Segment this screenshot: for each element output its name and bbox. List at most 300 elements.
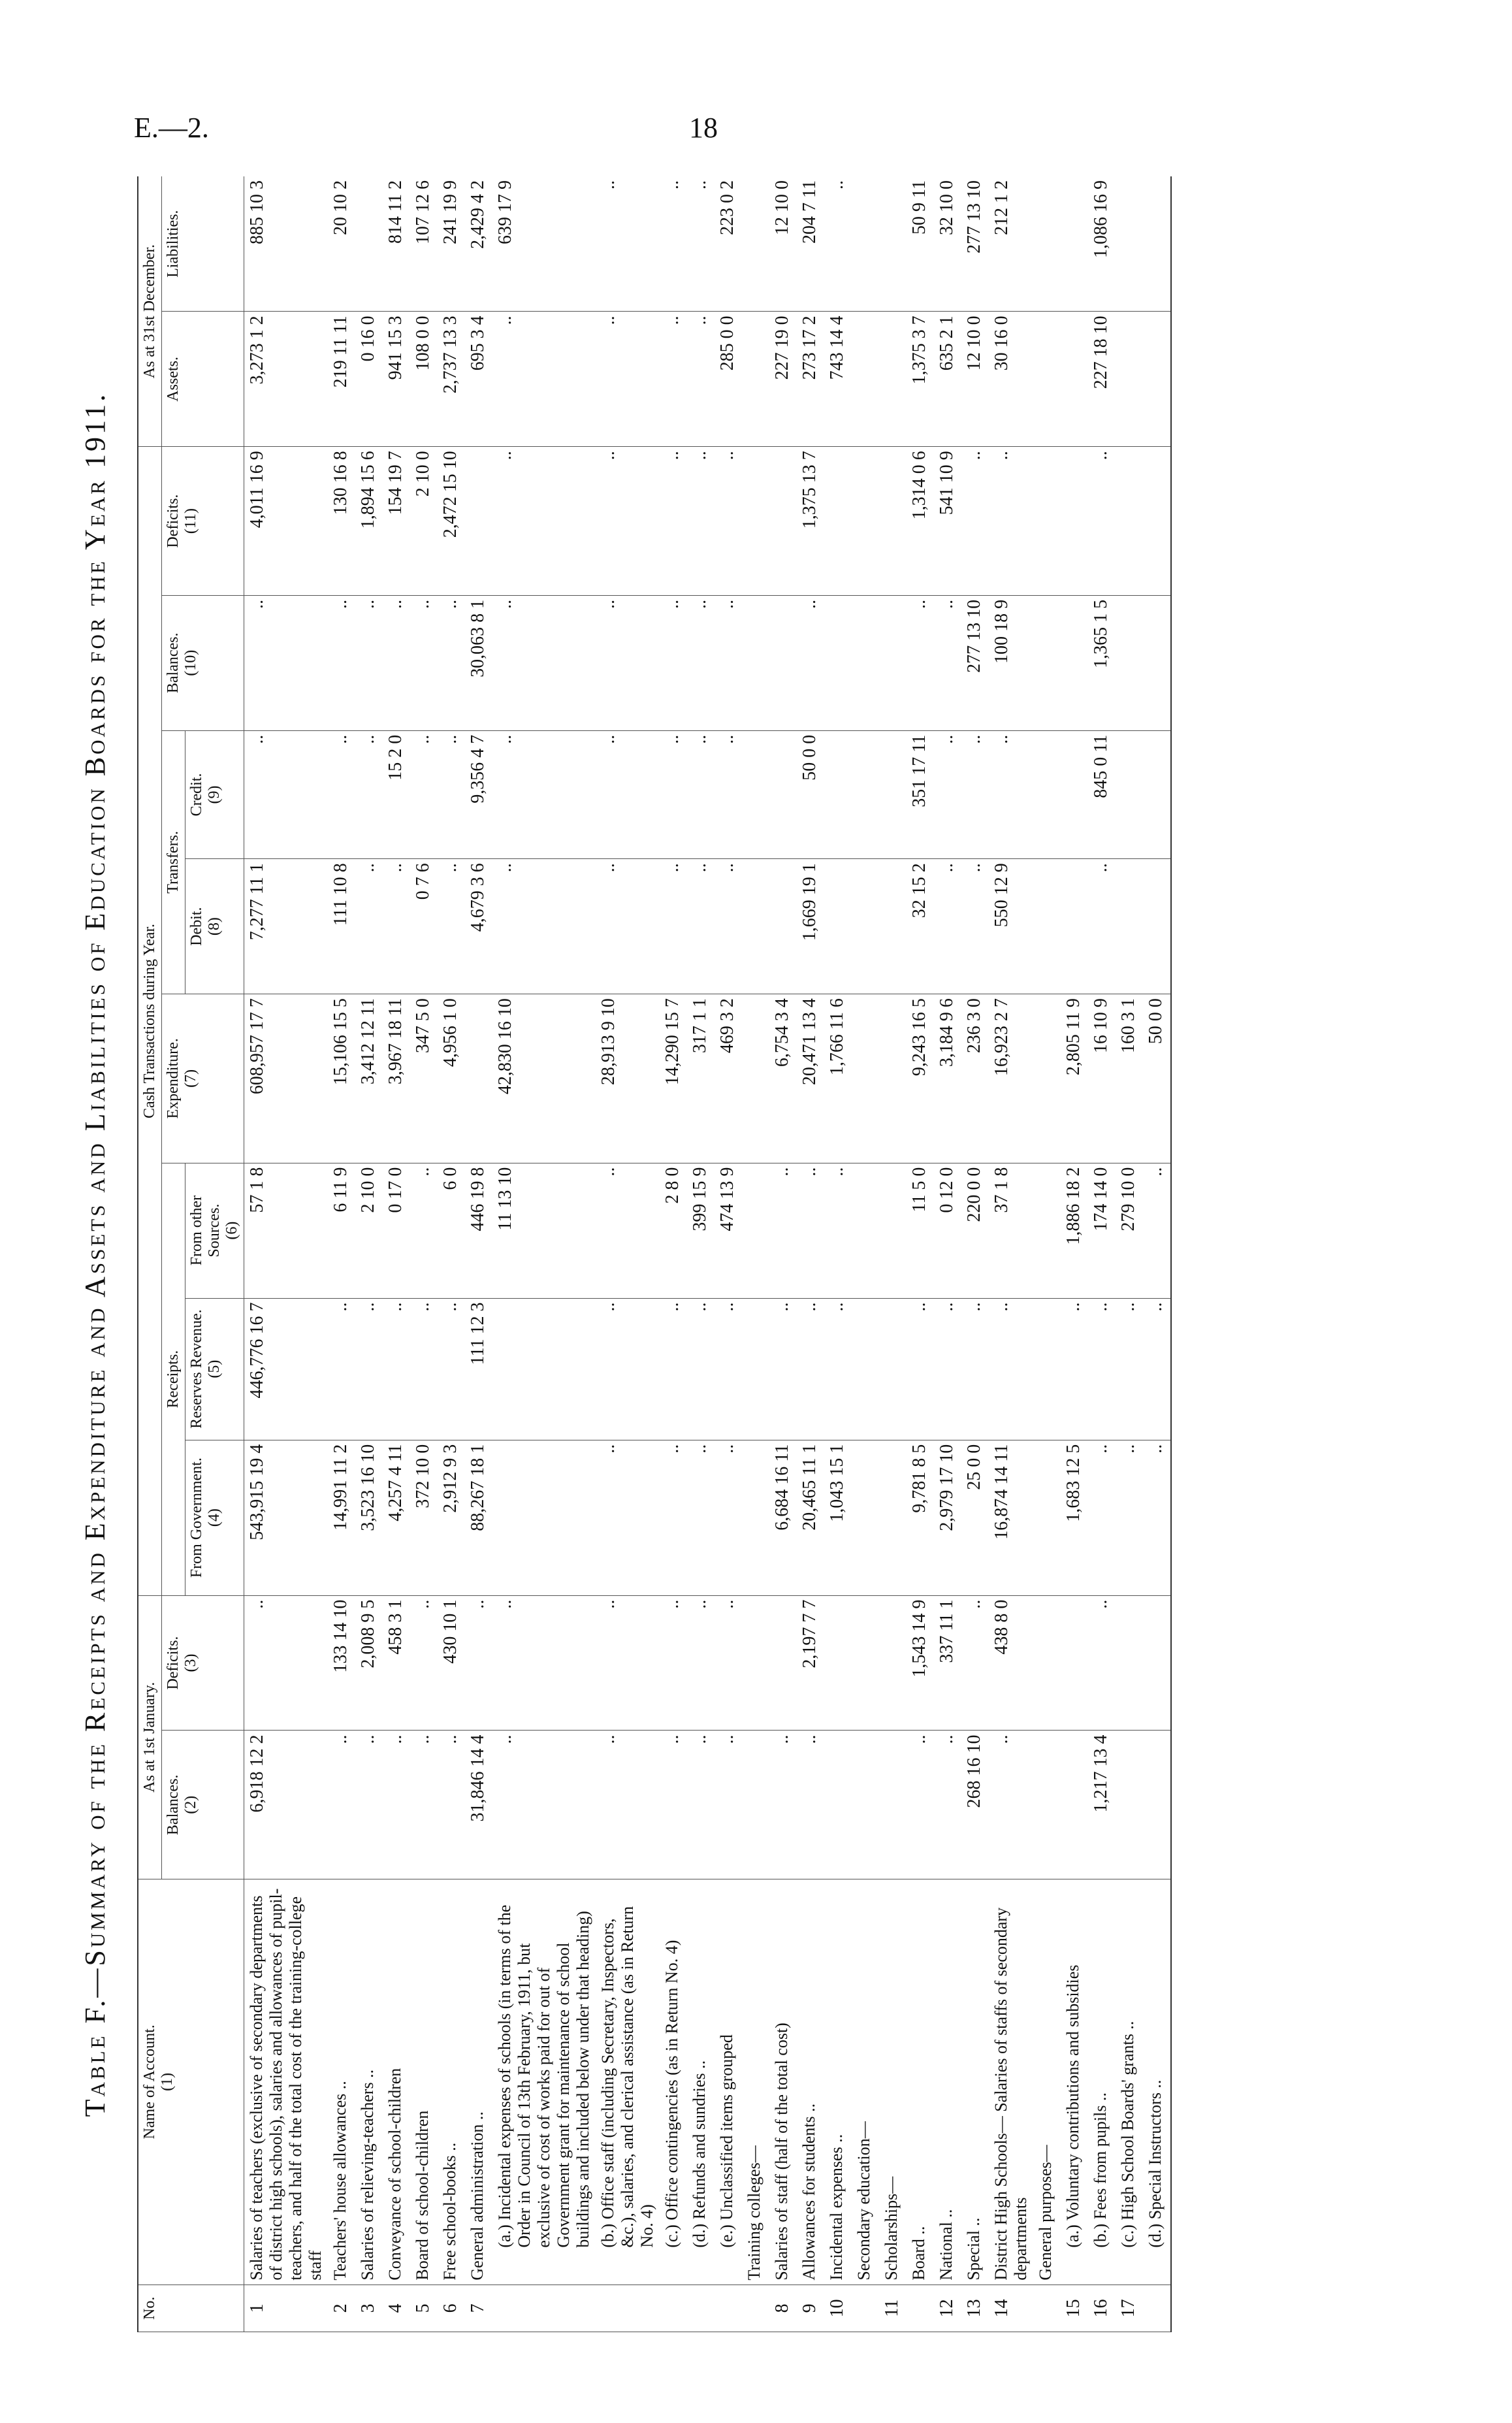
cell-def xyxy=(879,1595,907,1731)
row-number xyxy=(715,2285,742,2332)
cell-exp xyxy=(742,994,769,1163)
cell-res: .. xyxy=(961,1298,989,1440)
cell-exp: 236 3 0 xyxy=(961,994,989,1163)
cell-ast: 285 0 0 xyxy=(715,312,742,447)
cell-deb: .. xyxy=(438,859,465,994)
cell-res: .. xyxy=(989,1298,1033,1440)
cell-def2 xyxy=(1143,447,1171,596)
cell-bal2 xyxy=(1061,595,1088,730)
account-name: (a.) Incidental expenses of schools (in terms of the Order in Council of 13th February, 1911, but exclusive of cost of works paid for out of Government grant for maintenance of school buildings and included below under that heading) xyxy=(492,1879,596,2285)
cell-oth: 174 14 0 xyxy=(1088,1163,1116,1298)
group-cash: Cash Transactions during Year. xyxy=(138,447,162,1595)
cell-ast xyxy=(1061,312,1088,447)
cell-deb: .. xyxy=(687,859,715,994)
cell-deb: 4,679 3 6 xyxy=(465,859,492,994)
row-number xyxy=(852,2285,879,2332)
cell-lia: 241 19 9 xyxy=(438,176,465,312)
table-row xyxy=(1088,176,1116,2332)
cell-def xyxy=(1116,1595,1143,1731)
cell-def: .. xyxy=(687,1595,715,1731)
cell-exp: 6,754 3 4 xyxy=(769,994,797,1163)
table-row xyxy=(1033,176,1061,2332)
cell-gov: 88,267 18 1 xyxy=(465,1440,492,1595)
cell-cre: .. xyxy=(989,730,1033,859)
cell-oth: .. xyxy=(410,1163,438,1298)
col-balances: Balances. (2) xyxy=(162,1731,244,1879)
cell-cre: .. xyxy=(687,730,715,859)
cell-exp: 160 3 1 xyxy=(1116,994,1143,1163)
cell-res: .. xyxy=(769,1298,797,1440)
cell-cre xyxy=(879,730,907,859)
cell-lia xyxy=(1033,176,1061,312)
cell-deb xyxy=(1116,859,1143,994)
cell-cre xyxy=(742,730,769,859)
table-row xyxy=(492,176,596,2332)
cell-bal: .. xyxy=(907,1731,934,1879)
cell-deb xyxy=(879,859,907,994)
cell-bal xyxy=(1061,1731,1088,1879)
cell-bal2: .. xyxy=(355,595,383,730)
cell-deb: 7,277 11 1 xyxy=(244,859,329,994)
cell-res: .. xyxy=(596,1298,660,1440)
table-row xyxy=(989,176,1033,2332)
account-name: Special .. xyxy=(961,1879,989,2285)
cell-lia: 639 17 9 xyxy=(492,176,596,312)
cell-lia: .. xyxy=(824,176,852,312)
cell-def2: 541 10 9 xyxy=(934,447,961,596)
row-number xyxy=(1143,2285,1171,2332)
cell-lia xyxy=(1143,176,1171,312)
row-number: 11 xyxy=(879,2285,907,2332)
cell-oth xyxy=(852,1163,879,1298)
account-name: Free school-books .. xyxy=(438,1879,465,2285)
cell-gov: 3,523 16 10 xyxy=(355,1440,383,1595)
cell-bal: .. xyxy=(797,1731,824,1879)
cell-bal xyxy=(852,1731,879,1879)
cell-bal2 xyxy=(1143,595,1171,730)
table-row xyxy=(742,176,769,2332)
cell-def2 xyxy=(852,447,879,596)
cell-bal2: .. xyxy=(660,595,687,730)
col-expenditure: Expenditure. (7) xyxy=(162,994,244,1163)
cell-cre: .. xyxy=(961,730,989,859)
cell-def2: .. xyxy=(492,447,596,596)
cell-bal2 xyxy=(852,595,879,730)
cell-lia: 2,429 4 2 xyxy=(465,176,492,312)
cell-bal: 268 16 10 xyxy=(961,1731,989,1879)
cell-ast xyxy=(852,312,879,447)
cell-bal2 xyxy=(1116,595,1143,730)
account-name: National .. xyxy=(934,1879,961,2285)
account-name: Incidental expenses .. xyxy=(824,1879,852,2285)
cell-oth: 279 10 0 xyxy=(1116,1163,1143,1298)
cell-bal2: .. xyxy=(244,595,329,730)
cell-bal: .. xyxy=(355,1731,383,1879)
cell-def: .. xyxy=(244,1595,329,1731)
cell-gov: 2,979 17 10 xyxy=(934,1440,961,1595)
cell-gov: .. xyxy=(1143,1440,1171,1595)
cell-def2 xyxy=(879,447,907,596)
account-name: Allowances for students .. xyxy=(797,1879,824,2285)
table-row xyxy=(596,176,660,2332)
cell-def xyxy=(1143,1595,1171,1731)
cell-res xyxy=(742,1298,769,1440)
cell-ast: 219 11 11 xyxy=(328,312,355,447)
cell-res: .. xyxy=(1143,1298,1171,1440)
col-reserves: Reserves Revenue. (5) xyxy=(185,1298,244,1440)
cell-def: .. xyxy=(492,1595,596,1731)
row-number: 12 xyxy=(934,2285,961,2332)
cell-def2: .. xyxy=(660,447,687,596)
cell-deb: .. xyxy=(1088,859,1116,994)
cell-oth: .. xyxy=(769,1163,797,1298)
account-name: General administration .. xyxy=(465,1879,492,2285)
cell-bal: .. xyxy=(989,1731,1033,1879)
cell-bal xyxy=(879,1731,907,1879)
account-name: (d.) Special Instructors .. xyxy=(1143,1879,1171,2285)
cell-ast: 30 16 0 xyxy=(989,312,1033,447)
col-deficits: Deficits. (3) xyxy=(162,1595,244,1731)
row-number: 7 xyxy=(465,2285,492,2332)
row-number: 9 xyxy=(797,2285,824,2332)
cell-cre xyxy=(1061,730,1088,859)
cell-deb xyxy=(1033,859,1061,994)
cell-bal2 xyxy=(1033,595,1061,730)
cell-gov: 2,912 9 3 xyxy=(438,1440,465,1595)
row-number: 14 xyxy=(989,2285,1033,2332)
cell-cre: .. xyxy=(660,730,687,859)
cell-bal2: .. xyxy=(492,595,596,730)
cell-def2: 130 16 8 xyxy=(328,447,355,596)
cell-def2 xyxy=(769,447,797,596)
account-name: General purposes— xyxy=(1033,1879,1061,2285)
cell-bal: .. xyxy=(328,1731,355,1879)
cell-gov: 4,257 4 11 xyxy=(383,1440,410,1595)
cell-bal: .. xyxy=(492,1731,596,1879)
cell-bal2: .. xyxy=(715,595,742,730)
row-number: 5 xyxy=(410,2285,438,2332)
cell-def: 2,197 7 7 xyxy=(797,1595,824,1731)
cell-cre xyxy=(769,730,797,859)
account-name: Salaries of staff (half of the total cost) xyxy=(769,1879,797,2285)
cell-cre: .. xyxy=(410,730,438,859)
cell-lia: 50 9 11 xyxy=(907,176,934,312)
cell-def2 xyxy=(1033,447,1061,596)
row-number: 2 xyxy=(328,2285,355,2332)
cell-bal2 xyxy=(879,595,907,730)
cell-def2: .. xyxy=(989,447,1033,596)
cell-exp: 42,830 16 10 xyxy=(492,994,596,1163)
cell-bal: 6,918 12 2 xyxy=(244,1731,329,1879)
table-row xyxy=(769,176,797,2332)
cell-ast: 635 2 1 xyxy=(934,312,961,447)
cell-deb xyxy=(1061,859,1088,994)
cell-def2: 4,011 16 9 xyxy=(244,447,329,596)
page-number: 18 xyxy=(689,112,718,144)
row-number: 16 xyxy=(1088,2285,1116,2332)
cell-def: 337 11 1 xyxy=(934,1595,961,1731)
account-name: (c.) High School Boards' grants .. xyxy=(1116,1879,1143,2285)
group-dec: As at 31st December. xyxy=(138,176,162,447)
cell-res xyxy=(852,1298,879,1440)
cell-ast: .. xyxy=(660,312,687,447)
cell-oth xyxy=(1033,1163,1061,1298)
cell-cre: .. xyxy=(244,730,329,859)
account-name: Scholarships— xyxy=(879,1879,907,2285)
cell-cre: 351 17 11 xyxy=(907,730,934,859)
account-name: Teachers' house allowances .. xyxy=(328,1879,355,2285)
cell-gov xyxy=(742,1440,769,1595)
cell-lia: .. xyxy=(596,176,660,312)
cell-ast: 695 3 4 xyxy=(465,312,492,447)
cell-cre xyxy=(1033,730,1061,859)
cell-def2: .. xyxy=(687,447,715,596)
page-code: E.—2. xyxy=(134,112,209,144)
cell-def: 438 8 0 xyxy=(989,1595,1033,1731)
cell-oth: 446 19 8 xyxy=(465,1163,492,1298)
cell-deb: 32 15 2 xyxy=(907,859,934,994)
table-row xyxy=(465,176,492,2332)
cell-res: .. xyxy=(715,1298,742,1440)
cell-bal2: 277 13 10 xyxy=(961,595,989,730)
cell-deb: .. xyxy=(934,859,961,994)
col-credit: Credit. (9) xyxy=(185,730,244,859)
cell-def: .. xyxy=(961,1595,989,1731)
row-number xyxy=(1033,2285,1061,2332)
cell-bal: .. xyxy=(660,1731,687,1879)
cell-lia: 32 10 0 xyxy=(934,176,961,312)
cell-exp: 14,290 15 7 xyxy=(660,994,687,1163)
cell-bal xyxy=(742,1731,769,1879)
cell-oth: 399 15 9 xyxy=(687,1163,715,1298)
cell-exp: 15,106 15 5 xyxy=(328,994,355,1163)
cell-lia: 204 7 11 xyxy=(797,176,824,312)
cell-bal2: .. xyxy=(383,595,410,730)
cell-deb: .. xyxy=(355,859,383,994)
cell-cre: .. xyxy=(596,730,660,859)
table-row xyxy=(687,176,715,2332)
cell-def: .. xyxy=(410,1595,438,1731)
account-name: Training colleges— xyxy=(742,1879,769,2285)
row-number xyxy=(660,2285,687,2332)
cell-exp xyxy=(1033,994,1061,1163)
cell-def2: .. xyxy=(961,447,989,596)
cell-oth: 57 1 8 xyxy=(244,1163,329,1298)
cell-lia: 223 0 2 xyxy=(715,176,742,312)
group-transfers: Transfers. xyxy=(162,730,185,994)
cell-lia xyxy=(742,176,769,312)
cell-def xyxy=(852,1595,879,1731)
cell-deb: 1,669 19 1 xyxy=(797,859,824,994)
cell-deb: .. xyxy=(492,859,596,994)
account-name: (d.) Refunds and sundries .. xyxy=(687,1879,715,2285)
row-number xyxy=(907,2285,934,2332)
table-row xyxy=(328,176,355,2332)
cell-deb xyxy=(824,859,852,994)
col-debit: Debit. (8) xyxy=(185,859,244,994)
cell-exp: 2,805 11 9 xyxy=(1061,994,1088,1163)
cell-oth: .. xyxy=(797,1163,824,1298)
row-number: 1 xyxy=(244,2285,329,2332)
account-name: Salaries of teachers (exclusive of secondary departments of district high schools), salaries and allowances of pupil-teachers, and half of the total cost of the training-college staff xyxy=(244,1879,329,2285)
cell-lia: .. xyxy=(687,176,715,312)
cell-bal2: .. xyxy=(438,595,465,730)
col-name: Name of Account. (1) xyxy=(138,1879,244,2285)
cell-oth: 0 12 0 xyxy=(934,1163,961,1298)
row-number: 3 xyxy=(355,2285,383,2332)
cell-bal2: .. xyxy=(934,595,961,730)
account-name: Secondary education— xyxy=(852,1879,879,2285)
cell-res: .. xyxy=(797,1298,824,1440)
account-name: (a.) Voluntary contributions and subsidies xyxy=(1061,1879,1088,2285)
table-row xyxy=(961,176,989,2332)
cell-exp xyxy=(465,994,492,1163)
cell-lia: 277 13 10 xyxy=(961,176,989,312)
cell-def xyxy=(769,1595,797,1731)
cell-bal2: .. xyxy=(410,595,438,730)
cell-def: .. xyxy=(660,1595,687,1731)
col-liabilities: Liabilities. xyxy=(162,176,244,312)
cell-gov: 14,991 11 2 xyxy=(328,1440,355,1595)
account-name: (e.) Unclassified items grouped xyxy=(715,1879,742,2285)
cell-bal2: 100 18 9 xyxy=(989,595,1033,730)
group-receipts: Receipts. xyxy=(162,1163,185,1595)
cell-exp: 3,412 12 11 xyxy=(355,994,383,1163)
cell-gov: 16,874 14 11 xyxy=(989,1440,1033,1595)
cell-ast xyxy=(1033,312,1061,447)
cell-gov: .. xyxy=(715,1440,742,1595)
cell-exp: 317 1 1 xyxy=(687,994,715,1163)
cell-bal2: .. xyxy=(328,595,355,730)
cell-ast xyxy=(879,312,907,447)
cell-res: .. xyxy=(1116,1298,1143,1440)
cell-lia xyxy=(1061,176,1088,312)
cell-cre xyxy=(1143,730,1171,859)
col-deficits-dec: Deficits. (11) xyxy=(162,447,244,596)
cell-deb: .. xyxy=(715,859,742,994)
cell-oth xyxy=(742,1163,769,1298)
cell-exp: 3,967 18 11 xyxy=(383,994,410,1163)
row-number: 8 xyxy=(769,2285,797,2332)
cell-oth: 11 5 0 xyxy=(907,1163,934,1298)
cell-gov: .. xyxy=(596,1440,660,1595)
cell-gov: 6,684 16 11 xyxy=(769,1440,797,1595)
table-row xyxy=(438,176,465,2332)
cell-lia: 814 11 2 xyxy=(383,176,410,312)
account-name: Conveyance of school-children xyxy=(383,1879,410,2285)
cell-oth: 220 0 0 xyxy=(961,1163,989,1298)
table-row xyxy=(797,176,824,2332)
table-row xyxy=(410,176,438,2332)
cell-oth: 2 8 0 xyxy=(660,1163,687,1298)
cell-ast: .. xyxy=(687,312,715,447)
cell-exp: 1,766 11 6 xyxy=(824,994,852,1163)
cell-lia xyxy=(355,176,383,312)
rotated-table-block xyxy=(78,176,1417,2332)
cell-bal: .. xyxy=(687,1731,715,1879)
cell-cre: 845 0 11 xyxy=(1088,730,1116,859)
cell-lia xyxy=(1116,176,1143,312)
cell-def: .. xyxy=(596,1595,660,1731)
cell-gov: 1,043 15 1 xyxy=(824,1440,852,1595)
account-name: (c.) Office contingencies (as in Return No. 4) xyxy=(660,1879,687,2285)
col-assets: Assets. xyxy=(162,312,244,447)
cell-ast: .. xyxy=(596,312,660,447)
cell-gov: 25 0 0 xyxy=(961,1440,989,1595)
cell-lia: 885 10 3 xyxy=(244,176,329,312)
cell-def: .. xyxy=(715,1595,742,1731)
cell-def: 2,008 9 5 xyxy=(355,1595,383,1731)
cell-gov: 543,915 19 4 xyxy=(244,1440,329,1595)
cell-res: .. xyxy=(1061,1298,1088,1440)
cell-def2: 2 10 0 xyxy=(410,447,438,596)
table-row xyxy=(852,176,879,2332)
cell-bal xyxy=(1033,1731,1061,1879)
account-name: Board of school-children xyxy=(410,1879,438,2285)
cell-ast: 743 14 4 xyxy=(824,312,852,447)
table-row xyxy=(355,176,383,2332)
cell-ast xyxy=(1116,312,1143,447)
cell-def: 133 14 10 xyxy=(328,1595,355,1731)
cell-lia xyxy=(852,176,879,312)
row-number xyxy=(492,2285,596,2332)
row-number xyxy=(742,2285,769,2332)
cell-bal2 xyxy=(769,595,797,730)
cell-bal: .. xyxy=(383,1731,410,1879)
cell-oth: 11 13 10 xyxy=(492,1163,596,1298)
cell-def2: .. xyxy=(1088,447,1116,596)
table-row xyxy=(660,176,687,2332)
col-balances-dec: Balances. (10) xyxy=(162,595,244,730)
cell-oth: .. xyxy=(596,1163,660,1298)
cell-res: 111 12 3 xyxy=(465,1298,492,1440)
cell-deb: 550 12 9 xyxy=(989,859,1033,994)
cell-oth: 6 0 xyxy=(438,1163,465,1298)
row-number xyxy=(596,2285,660,2332)
table-row xyxy=(244,176,329,2332)
col-other: From other Sources. (6) xyxy=(185,1163,244,1298)
cell-res: .. xyxy=(410,1298,438,1440)
cell-def2 xyxy=(824,447,852,596)
cell-bal: .. xyxy=(934,1731,961,1879)
cell-cre: .. xyxy=(715,730,742,859)
cell-gov: .. xyxy=(1116,1440,1143,1595)
cell-def: .. xyxy=(1088,1595,1116,1731)
cell-res: .. xyxy=(438,1298,465,1440)
cell-res: .. xyxy=(687,1298,715,1440)
cell-gov xyxy=(1033,1440,1061,1595)
cell-res: .. xyxy=(824,1298,852,1440)
cell-ast: 1,375 3 7 xyxy=(907,312,934,447)
cell-def: .. xyxy=(465,1595,492,1731)
cell-res: .. xyxy=(355,1298,383,1440)
cell-cre: .. xyxy=(934,730,961,859)
cell-bal2 xyxy=(824,595,852,730)
group-jan: As at 1st January. xyxy=(138,1595,162,1879)
cell-gov xyxy=(492,1440,596,1595)
cell-ast: .. xyxy=(492,312,596,447)
cell-res xyxy=(1033,1298,1061,1440)
cell-exp xyxy=(852,994,879,1163)
cell-deb xyxy=(852,859,879,994)
cell-deb: .. xyxy=(961,859,989,994)
row-number xyxy=(687,2285,715,2332)
cell-lia: 1,086 16 9 xyxy=(1088,176,1116,312)
cell-gov: .. xyxy=(1088,1440,1116,1595)
cell-def2 xyxy=(1061,447,1088,596)
cell-bal xyxy=(1116,1731,1143,1879)
cell-def: 1,543 14 9 xyxy=(907,1595,934,1731)
